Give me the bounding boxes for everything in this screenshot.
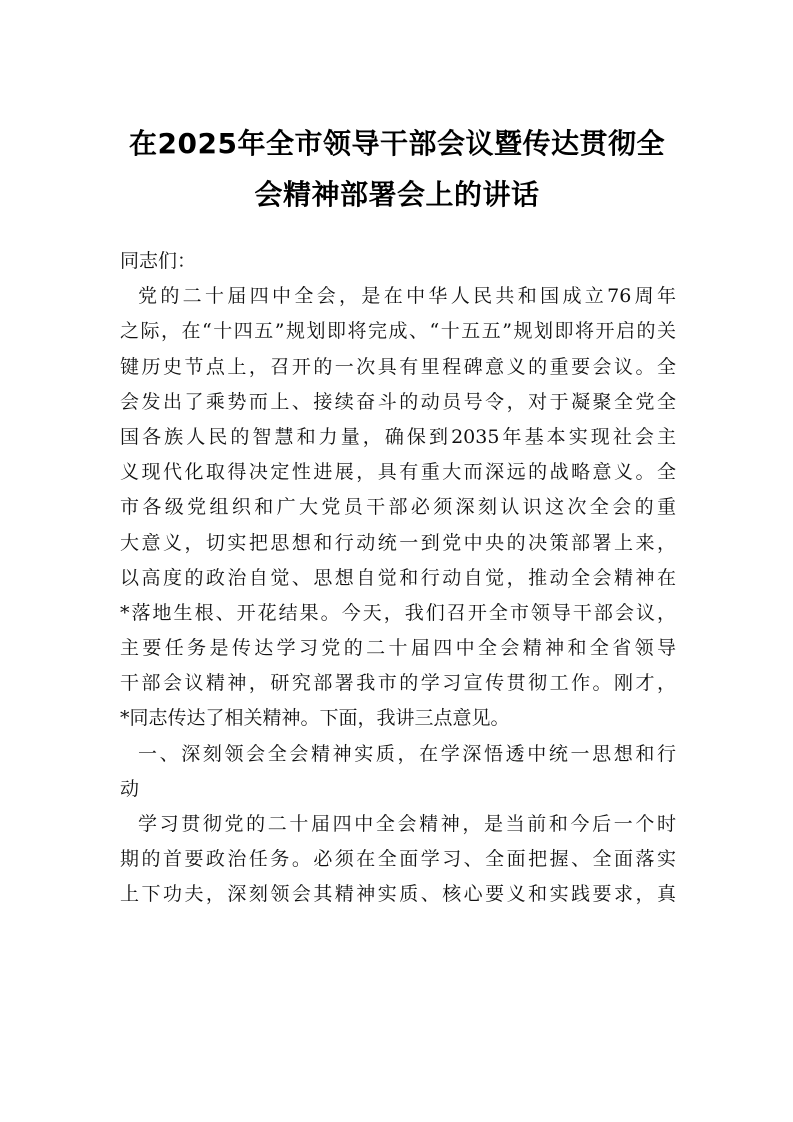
title-line-2: 会精神部署会上的讲话 (254, 178, 540, 211)
document-title (112, 118, 682, 220)
paragraph-line: 市各级党组织和广大党员干部必须深刻认识这次全会的重 (120, 496, 676, 519)
salutation: 同志们： (120, 250, 197, 272)
section-heading-line: 动 (120, 777, 140, 800)
paragraph-line: 主要任务是传达学习党的二十届四中全会精神和全省领导 (120, 637, 676, 660)
paragraph-line: *同志传达了相关精神。下面，我讲三点意见。 (120, 707, 510, 730)
title-line-1: 在2025年全市领导干部会议暨传达贯彻全 (129, 127, 665, 160)
paragraph-line: 国各族人民的智慧和力量，确保到2035年基本实现社会主 (120, 425, 676, 448)
paragraph-line: 党的二十届四中全会，是在中华人民共和国成立76周年 (138, 285, 676, 308)
paragraph-line: 干部会议精神，研究部署我市的学习宣传贯彻工作。刚才， (120, 672, 676, 695)
paragraph-line: 会发出了乘势而上、接续奋斗的动员号令，对于凝聚全党全 (120, 390, 676, 413)
paragraph-line: 以高度的政治自觉、思想自觉和行动自觉，推动全会精神在 (120, 566, 676, 589)
paragraph-line: 大意义，切实把思想和行动统一到党中央的决策部署上来， (120, 531, 676, 554)
paragraph-line: 义现代化取得决定性进展，具有重大而深远的战略意义。全 (120, 461, 676, 484)
paragraph-line: 上下功夫，深刻领会其精神实质、核心要义和实践要求，真 (120, 883, 676, 906)
document-body (120, 244, 676, 913)
paragraph-line: 学习贯彻党的二十届四中全会精神，是当前和今后一个时 (138, 813, 676, 835)
paragraph-line: 之际，在“十四五”规划即将完成、“十五五”规划即将开启的关 (120, 320, 676, 343)
paragraph-line: *落地生根、开花结果。今天，我们召开全市领导干部会议， (120, 601, 676, 624)
paragraph-line: 期的首要政治任务。必须在全面学习、全面把握、全面落实 (120, 848, 676, 871)
section-heading-line: 一、深刻领会全会精神实质，在学深悟透中统一思想和行 (138, 742, 676, 765)
paragraph-line: 键历史节点上，召开的一次具有里程碑意义的重要会议。全 (120, 355, 676, 378)
